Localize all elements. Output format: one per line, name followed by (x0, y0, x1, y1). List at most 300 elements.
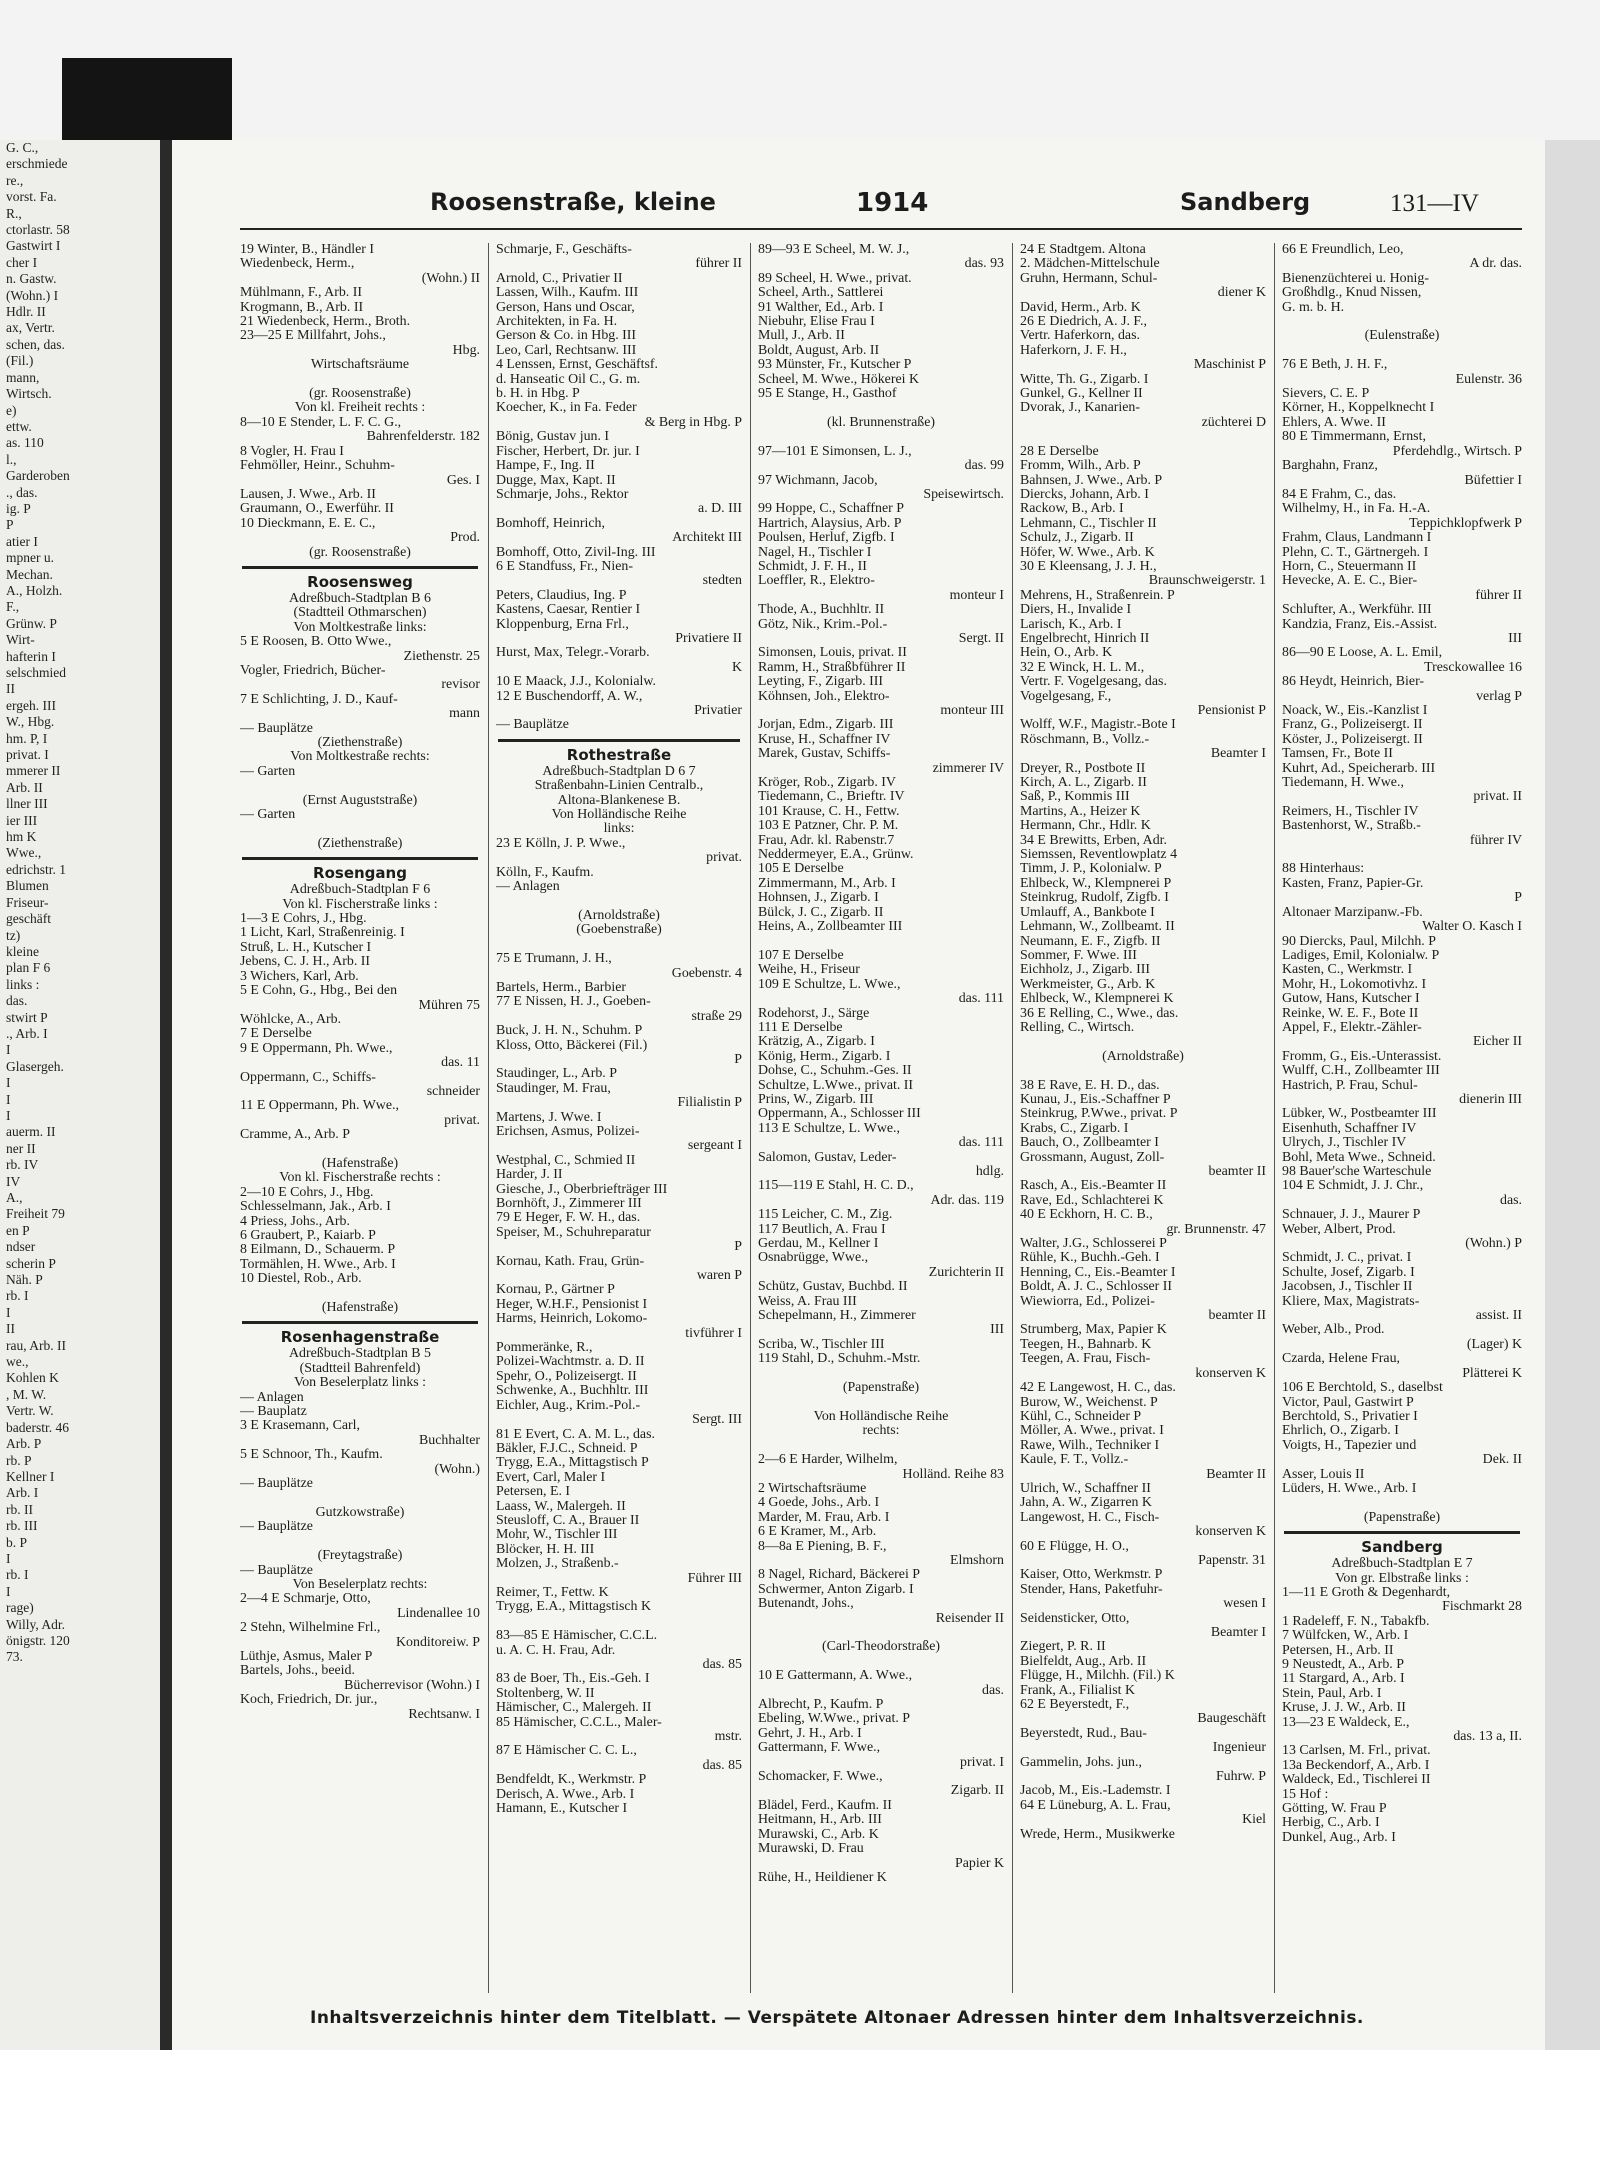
directory-entry-line: Neumann, E. F., Zigfb. II (1020, 934, 1161, 949)
directory-entry-line: Peters, Claudius, Ing. P (496, 588, 627, 603)
directory-entry-line: Bornhöft, J., Zimmerer III (496, 1197, 642, 1211)
directory-entry-line: 115 Leicher, C. M., Zig. (758, 1208, 893, 1223)
directory-entry-line: Larisch, K., Arb. I (1020, 617, 1122, 632)
directory-entry-line: Lassen, Wilh., Kaufm. III (496, 286, 639, 301)
directory-entry-line: Hampe, F., Ing. II (496, 459, 595, 474)
directory-entry-line: Stender, Hans, Paketfuhr- (1020, 1582, 1163, 1597)
directory-entry-line: Kloppenburg, Erna Frl., (496, 617, 629, 632)
directory-entry-line: 19 Winter, B., Händler I (240, 243, 375, 257)
directory-entry-line: (Hafenstraße) (321, 1301, 399, 1316)
directory-entry-line: Pferdehdlg., Wirtsch. P (1392, 444, 1522, 459)
directory-entry-line: 13a Beckendorf, A., Arb. I (1282, 1758, 1430, 1773)
directory-entry-line: Saß, P., Kommis III (1020, 790, 1130, 805)
directory-entry-line: Wöhlcke, A., Arb. (240, 1012, 342, 1027)
directory-entry-line: führer II (1475, 588, 1522, 603)
directory-entry-line: Vertr. Haferkorn, das. (1020, 329, 1140, 344)
directory-entry-line: Graumann, O., Ewerführ. II (240, 502, 394, 517)
directory-entry-line: Pensionist P (1197, 704, 1266, 718)
directory-entry-line: Henning, C., Eis.-Beamter I (1020, 1265, 1176, 1280)
directory-entry-line: Ulrych, J., Tischler IV (1282, 1136, 1407, 1151)
directory-entry-line: (Wohn.) P (1465, 1237, 1522, 1252)
street-separator-rule (242, 857, 478, 860)
book-gutter (160, 140, 172, 2050)
directory-entry-line: waren P (696, 1269, 742, 1284)
previous-page-line: Gastwirt I (6, 238, 61, 254)
directory-entry-line: 8 Nagel, Richard, Bäckerei P (758, 1568, 921, 1583)
directory-entry-line: 97 Wichmann, Jacob, (758, 473, 878, 488)
directory-entry-line: Neddermeyer, E.A., Grünw. (758, 848, 914, 863)
directory-entry-line: Adreßbuch-Stadtplan B 6 (289, 591, 431, 606)
directory-entry-line: Schnauer, J. J., Maurer P (1282, 1208, 1421, 1223)
directory-entry-line: Maschinist P (1193, 358, 1266, 373)
directory-entry-line: Bartels, Herm., Barbier (496, 980, 626, 995)
directory-entry-line: Privatiere II (675, 631, 742, 646)
directory-entry-line: Hamann, E., Kutscher I (496, 1802, 628, 1817)
directory-entry-line: Cramme, A., Arb. P (240, 1128, 350, 1143)
previous-page-line: schen, das. (6, 336, 65, 352)
previous-page-line: Arb. II (6, 779, 43, 795)
directory-entry-line: Bendfeldt, K., Werkmstr. P (496, 1773, 647, 1788)
directory-entry-line: — Bauplätze (240, 1563, 313, 1578)
directory-entry-line: Rawe, Wilh., Techniker I (1020, 1438, 1160, 1453)
directory-entry-line: Bäkler, F.J.C., Schneid. P (496, 1441, 638, 1456)
directory-entry-line: Architekt III (672, 531, 742, 546)
directory-entry-line: — Bauplatz (240, 1405, 307, 1420)
directory-entry-line: Victor, Paul, Gastwirt P (1282, 1395, 1414, 1410)
directory-entry-line: Adreßbuch-Stadtplan F 6 (289, 883, 431, 898)
directory-entry-line: 7 Wülfcken, W., Arb. I (1282, 1629, 1409, 1644)
directory-entry-line: Krogmann, B., Arb. II (240, 300, 364, 315)
directory-entry-line: Hein, O., Arb. K (1020, 646, 1113, 661)
previous-page-line: en P (6, 1222, 30, 1238)
directory-entry-line: 30 E Kleensang, J. J. H., (1020, 559, 1157, 574)
previous-page-line: scherin P (6, 1255, 56, 1271)
previous-page-line: I (6, 1107, 11, 1123)
directory-entry-line: 86 Heydt, Heinrich, Bier- (1282, 675, 1425, 690)
directory-entry-line: 60 E Flügge, H. O., (1020, 1539, 1129, 1554)
directory-entry-line: Ehlers, A. Wwe. II (1282, 415, 1386, 430)
previous-page-line: rb. I (6, 1567, 29, 1583)
directory-entry-line: 40 E Eckhorn, H. C. B., (1020, 1208, 1153, 1223)
directory-entry-line: Von Beselerplatz links : (293, 1376, 427, 1391)
previous-page-line: Garderoben (6, 468, 70, 484)
directory-entry-line: Buchhalter (419, 1433, 480, 1448)
directory-entry-line: monteur III (940, 704, 1004, 718)
directory-entry-line: 10 Dieckmann, E. E. C., (240, 516, 376, 531)
directory-entry-line: Lübker, W., Postbeamter III (1282, 1107, 1437, 1122)
directory-entry-line: Dunkel, Aug., Arb. I (1282, 1830, 1396, 1845)
column-divider (1012, 243, 1013, 1993)
directory-column-1 (240, 243, 480, 1993)
directory-entry-line: Horn, C., Steuermann II (1282, 559, 1417, 574)
previous-page-line: hafterin I (6, 648, 56, 664)
directory-entry-line: 7 E Derselbe (240, 1027, 312, 1042)
previous-page-line: kleine (6, 943, 39, 959)
directory-entry-line: Braunschweigerstr. 1 (1148, 574, 1266, 589)
directory-entry-line: Großhdlg., Knud Nissen, (1282, 286, 1422, 301)
previous-page-line: hm K (6, 829, 37, 845)
directory-entry-line: Weihe, H., Friseur (758, 963, 860, 978)
directory-entry-line: Krabs, C., Zigarb. I (1020, 1121, 1129, 1136)
directory-entry-line: 10 Diestel, Rob., Arb. (240, 1272, 362, 1287)
directory-entry-line: Lehmann, C., Tischler II (1020, 516, 1157, 531)
directory-entry-line: 84 E Frahm, C., das. (1282, 487, 1397, 502)
directory-entry-line: 98 Bauer'sche Warteschule (1282, 1165, 1432, 1179)
previous-page-line: hm. P, I (6, 730, 48, 746)
directory-entry-line: — Bauplätze (240, 721, 313, 736)
page-header (240, 188, 1522, 228)
directory-entry-line: Schwenke, A., Buchhltr. III (496, 1384, 649, 1399)
directory-entry-line: 7 E Schlichting, J. D., Kauf- (240, 692, 398, 707)
directory-entry-line: P (734, 1240, 742, 1255)
directory-entry-line: Mühlmann, F., Arb. II (240, 286, 362, 301)
directory-entry-line: Architekten, in Fa. H. (496, 315, 618, 330)
street-separator-rule (242, 1321, 478, 1324)
directory-entry-line: 13—23 E Waldeck, E., (1282, 1715, 1410, 1730)
directory-entry-line: Von kl. Fischerstraße rechts : (279, 1171, 441, 1186)
directory-entry-line: Tormählen, H. Wwe., Arb. I (240, 1257, 396, 1272)
directory-entry-line: Frank, A., Filialist K (1020, 1683, 1135, 1698)
directory-entry-line: Lindenallee 10 (397, 1606, 480, 1621)
directory-entry-line: Von Holländische Reihe (551, 808, 687, 823)
directory-entry-line: A dr. das. (1469, 257, 1522, 272)
directory-entry-line: Steusloff, C. A., Brauer II (496, 1513, 640, 1528)
previous-page-line: n. Gastw. (6, 271, 57, 287)
directory-entry-line: b. H. in Hbg. P (496, 387, 580, 402)
directory-entry-line: Hastrich, P. Frau, Schul- (1282, 1078, 1418, 1093)
directory-entry-line: Zigarb. II (950, 1784, 1004, 1799)
directory-entry-line: Relling, C., Wirtsch. (1020, 1020, 1135, 1035)
directory-entry-line: Haferkorn, J. F. H., (1020, 343, 1127, 358)
directory-entry-line: 11 E Oppermann, Ph. Wwe., (240, 1099, 399, 1114)
column-divider (750, 243, 751, 1993)
directory-entry-line: Rave, Ed., Schlachterei K (1020, 1193, 1164, 1208)
directory-entry-line: Schlesselmann, Jak., Arb. I (240, 1200, 391, 1215)
directory-entry-line (758, 1655, 1004, 1669)
directory-entry-line: Mühren 75 (418, 998, 480, 1013)
directory-entry-line: 103 E Patzner, Chr. P. M. (758, 819, 899, 834)
directory-entry-line: Kaule, F. T., Vollz.- (1020, 1453, 1129, 1468)
previous-page-line: ., Arb. I (6, 1025, 48, 1041)
directory-entry-line: 66 E Freundlich, Leo, (1282, 243, 1404, 257)
previous-page-line: tz) (6, 927, 21, 943)
directory-entry-line: Wilhelmy, H., in Fa. H.-A. (1282, 502, 1431, 517)
directory-entry-line: Zimmermann, M., Arb. I (758, 876, 896, 891)
previous-page-line: stwirt P (6, 1009, 48, 1025)
directory-entry-line: 117 Beutlich, A. Frau I (758, 1222, 886, 1237)
directory-entry-line: Boldt, A. J. C., Schlosser II (1020, 1280, 1173, 1295)
directory-entry-line: 87 E Hämischer C. C. L., (496, 1744, 637, 1759)
directory-entry-line: Harder, J. II (496, 1168, 563, 1183)
directory-column-2 (496, 243, 742, 1993)
directory-entry-line: Beyerstedt, Rud., Bau- (1020, 1726, 1147, 1741)
directory-entry-line: Teegen, H., Bahnarb. K (1020, 1337, 1152, 1352)
directory-entry-line: beamter II (1208, 1165, 1266, 1179)
directory-entry-line: 10 E Gattermann, A. Wwe., (758, 1669, 913, 1684)
directory-entry-line: 3 E Krasemann, Carl, (240, 1419, 360, 1434)
directory-entry-line: Tiedemann, C., Brieftr. IV (758, 790, 905, 805)
directory-entry-line: Harms, Heinrich, Lokomo- (496, 1312, 648, 1327)
directory-entry-line: Altonaer Marzipanw.-Fb. (1282, 905, 1423, 920)
directory-entry-line: (Arnoldstraße) (578, 908, 660, 923)
previous-page-line: , M. W. (6, 1386, 47, 1402)
column-divider (1274, 243, 1275, 1993)
directory-entry-line: Mohr, W., Tischler III (496, 1528, 618, 1543)
directory-entry-line: Appel, F., Elektr.-Zähler- (1282, 1020, 1422, 1035)
directory-entry-line: — Garten (240, 808, 296, 823)
directory-entry-line: Salomon, Gustav, Leder- (758, 1150, 897, 1165)
scan-dark-tab (62, 58, 232, 150)
directory-entry-line: das. 13 a, II. (1453, 1730, 1522, 1745)
directory-entry-line: Herbig, C., Arb. I (1282, 1816, 1380, 1831)
directory-entry-line: Führer III (687, 1571, 742, 1586)
previous-page-line: Grünw. P (6, 615, 57, 631)
directory-entry-line: Noack, W., Eis.-Kanzlist I (1282, 704, 1428, 718)
previous-page-line: ndser (6, 1239, 36, 1255)
directory-entry-line: 1 Licht, Karl, Straßenreinig. I (240, 926, 405, 941)
header-street-left: Roosenstraße, kleine (430, 188, 716, 216)
directory-entry-line: Simonsen, Louis, privat. II (758, 646, 907, 661)
directory-entry-line: 64 E Lüneburg, A. L. Frau, (1020, 1798, 1171, 1813)
directory-entry-line: Heins, A., Zollbeamter III (758, 920, 903, 935)
directory-entry-line: Seidensticker, Otto, (1020, 1611, 1130, 1626)
directory-entry-line: Holländ. Reihe 83 (902, 1467, 1004, 1482)
directory-entry-line: Baugeschäft (1197, 1712, 1266, 1727)
directory-entry-line: Diers, H., Invalide I (1020, 603, 1132, 618)
directory-entry-line: Vertr. F. Vogelgesang, das. (1020, 675, 1167, 690)
directory-entry-line: Sergt. III (692, 1413, 742, 1428)
directory-entry-line: Petersen, E. I (496, 1485, 571, 1500)
previous-page-line: Wirt- (6, 632, 35, 648)
directory-entry-line: Loeffler, R., Elektro- (758, 574, 875, 589)
directory-entry-line: 4 Lenssen, Ernst, Geschäftsf. (496, 358, 659, 373)
directory-entry-line: mann (449, 707, 480, 722)
directory-entry-line: Von Moltkestraße links: (293, 620, 427, 635)
directory-entry-line: Kruse, H., Schaffner IV (758, 732, 891, 747)
previous-page-line: rb. III (6, 1518, 38, 1534)
directory-entry-line: Jorjan, Edm., Zigarb. III (758, 718, 894, 733)
directory-entry-line: Stein, Paul, Arb. I (1282, 1686, 1382, 1701)
previous-page-line: cher I (6, 254, 38, 270)
directory-entry-line: Hohnsen, J., Zigarb. I (758, 891, 879, 906)
directory-entry-line: Schepelmann, H., Zimmerer (758, 1309, 916, 1324)
directory-entry-line: Dohse, C., Schuhm.-Ges. II (758, 1064, 912, 1079)
directory-entry-line (758, 401, 1004, 415)
directory-entry-line: 86—90 E Loose, A. L. Emil, (1282, 646, 1443, 661)
previous-page-line: vorst. Fa. (6, 189, 57, 205)
directory-entry-line: Eichholz, J., Zigarb. III (1020, 963, 1150, 978)
directory-entry-line: das. 85 (702, 1758, 742, 1773)
directory-entry-line: 9 E Oppermann, Ph. Wwe., (240, 1041, 393, 1056)
directory-entry-line: Gutow, Hans, Kutscher I (1282, 992, 1420, 1007)
directory-entry-line (240, 822, 480, 836)
previous-page-line: e) (6, 402, 17, 418)
previous-page-line: mmerer II (6, 763, 61, 779)
directory-entry-line: 109 E Schultze, L. Wwe., (758, 977, 901, 992)
directory-entry-line: Osnabrügge, Wwe., (758, 1251, 869, 1266)
directory-entry-line: Heger, W.H.F., Pensionist I (496, 1297, 648, 1312)
previous-page-line: Glasergeh. (6, 1058, 64, 1074)
directory-entry-line: Engelbrecht, Hinrich II (1020, 631, 1150, 646)
directory-entry-line: Kliere, Max, Magistrats- (1282, 1294, 1420, 1309)
directory-entry-line: Waldeck, Ed., Tischlerei II (1282, 1773, 1431, 1788)
directory-entry-line: Dreyer, R., Postbote II (1020, 761, 1146, 776)
previous-page-line: Vertr. W. (6, 1403, 54, 1419)
directory-entry-line: züchterei D (1201, 415, 1266, 430)
directory-entry-line: Schwermer, Anton Zigarb. I (758, 1582, 914, 1597)
directory-entry-line: 115—119 E Stahl, H. C. D., (758, 1179, 914, 1194)
directory-entry-line: Frau, Adr. kl. Rabenstr.7 (758, 833, 895, 848)
header-year: 1914 (856, 188, 929, 218)
directory-entry-line: 6 E Standfuss, Fr., Nien- (496, 559, 633, 574)
directory-entry-line: Lüthje, Asmus, Maler P (240, 1649, 373, 1664)
directory-entry-line: 6 E Kramer, M., Arb. (758, 1525, 877, 1540)
directory-entry-line: Poulsen, Herluf, Zigfb. I (758, 531, 895, 546)
directory-entry-line: Sergt. II (958, 631, 1004, 646)
directory-entry-line: Leo, Carl, Rechtsanw. III (496, 343, 637, 358)
directory-entry-line: Murawski, D. Frau (758, 1842, 864, 1857)
previous-page-line: auerm. II (6, 1124, 56, 1140)
header-page-number: 131—IV (1390, 190, 1479, 217)
directory-entry-line: Köhnsen, Joh., Elektro- (758, 689, 890, 704)
directory-entry-line: Von Holländische Reihe (813, 1409, 949, 1424)
directory-entry-line: Teegen, A. Frau, Fisch- (1020, 1352, 1151, 1367)
street-separator-rule (498, 739, 740, 742)
directory-entry-line: 2—6 E Harder, Wilhelm, (758, 1453, 898, 1468)
directory-entry-line: 79 E Heger, F. W. H., das. (496, 1211, 641, 1226)
street-heading: Rothestraße (566, 745, 672, 764)
directory-entry-line: diener K (1217, 286, 1266, 301)
directory-entry-line: Beamter I (1210, 747, 1266, 762)
directory-entry-line: Martins, A., Heizer K (1020, 804, 1141, 819)
directory-entry-line: Ziegert, P. R. II (1020, 1640, 1106, 1655)
directory-entry-line: Schomacker, F. Wwe., (758, 1770, 883, 1785)
directory-entry-line: 101 Krause, C. H., Fettw. (758, 804, 900, 819)
directory-entry-line: gr. Brunnenstr. 47 (1166, 1222, 1266, 1237)
directory-entry-line: Von Beselerplatz rechts: (292, 1577, 428, 1592)
header-street-right: Sandberg (1180, 188, 1311, 216)
directory-entry-line: Westphal, C., Schmied II (496, 1153, 636, 1168)
previous-page-line: baderstr. 46 (6, 1419, 69, 1435)
directory-entry-line: Bahrenfelderstr. 182 (366, 430, 480, 445)
previous-page-line: Arb. P (6, 1436, 42, 1452)
directory-entry-line: 23 E Kölln, J. P. Wwe., (496, 836, 626, 851)
previous-page-line: re., (6, 172, 24, 188)
directory-entry-line: Ehlbeck, W., Klempnerei K (1020, 992, 1174, 1007)
directory-entry-line: (gr. Roosenstraße) (309, 545, 411, 560)
directory-entry-line: Scheel, Arth., Sattlerei (758, 286, 884, 301)
directory-entry-line: 42 E Langewost, H. C., das. (1020, 1381, 1176, 1396)
directory-entry-line: Kastens, Caesar, Rentier I (496, 603, 641, 618)
directory-entry-line: 2 Stehn, Wilhelmine Frl., (240, 1621, 381, 1636)
directory-entry-line: Speisewirtsch. (923, 487, 1004, 502)
directory-entry-line: das. (982, 1683, 1004, 1698)
directory-entry-line: das. 93 (964, 257, 1004, 272)
directory-entry-line: 3 Wichers, Karl, Arb. (240, 969, 359, 984)
directory-entry-line (1020, 1035, 1266, 1049)
directory-entry-line (240, 373, 480, 387)
directory-entry-line: Buck, J. H. N., Schuhm. P (496, 1024, 643, 1039)
directory-entry-line: Wiedenbeck, Herm., (240, 257, 355, 272)
directory-entry-line: — Anlagen (240, 1390, 304, 1405)
directory-entry-line: 9 Neustedt, A., Arb. P (1282, 1658, 1404, 1672)
directory-entry-line: Tamsen, Fr., Bote II (1282, 747, 1393, 762)
directory-entry-line: (gr. Roosenstraße) (309, 387, 411, 402)
directory-entry-line: 83 de Boer, Th., Eis.-Geh. I (496, 1672, 650, 1687)
previous-page-line: I (6, 1042, 11, 1058)
directory-entry-line: rechts: (862, 1424, 900, 1439)
directory-entry-line: Eichler, Aug., Krim.-Pol.- (496, 1398, 641, 1413)
directory-entry-line: Walter, J.G., Schlosserei P (1020, 1237, 1167, 1252)
previous-page-line: we., (6, 1354, 29, 1370)
previous-page-line: rb. IV (6, 1157, 39, 1173)
directory-entry-line: Privatier (694, 704, 742, 718)
directory-entry-line: Rodehorst, J., Särge (758, 1006, 870, 1021)
directory-entry-line: verlag P (1476, 689, 1522, 704)
directory-entry-line: privat. (444, 1113, 480, 1128)
directory-entry-line: das. 111 (958, 992, 1004, 1007)
directory-entry-line: Gerson, Hans und Oscar, (496, 300, 635, 315)
directory-entry-line: Jebens, C. J. H., Arb. II (240, 955, 371, 970)
directory-entry-line: Polizei-Wachtmstr. a. D. II (496, 1355, 645, 1370)
directory-entry-line: Ramm, H., Straßbführer II (758, 660, 906, 675)
directory-entry-line: Rühe, H., Heildiener K (758, 1870, 887, 1885)
directory-entry-line: Steinkrug, Rudolf, Zigfb. I (1020, 891, 1169, 906)
previous-page-line: W., Hbg. (6, 714, 55, 730)
directory-entry-line: Giesche, J., Oberbriefträger III (496, 1182, 668, 1197)
directory-entry-line: 89 Scheel, H. Wwe., privat. (758, 271, 912, 286)
previous-page-line: ettw. (6, 418, 32, 434)
directory-entry-line: Plehn, C. T., Gärtnergeh. I (1282, 545, 1429, 560)
directory-entry-line: Kloss, Otto, Bäckerei (Fil.) (496, 1038, 648, 1053)
directory-entry-line: Erichsen, Asmus, Polizei- (496, 1124, 640, 1139)
directory-entry-line: Mehrens, H., Straßenrein. P (1020, 588, 1175, 603)
column-divider (488, 243, 489, 1993)
directory-entry-line: Kölln, F., Kaufm. (496, 865, 594, 880)
directory-entry-line: Kasten, Franz, Papier-Gr. (1282, 876, 1424, 891)
directory-entry-line: 76 E Beth, J. H. F., (1282, 358, 1388, 373)
directory-entry-line: Koecher, K., in Fa. Feder (496, 401, 637, 416)
directory-entry-line: Adreßbuch-Stadtplan E 7 (1331, 1557, 1473, 1572)
directory-entry-line: 2—10 E Cohrs, J., Hbg. (240, 1185, 374, 1200)
directory-entry-line: 91 Walther, Ed., Arb. I (758, 300, 884, 315)
directory-entry-line: G. m. b. H. (1282, 300, 1345, 315)
directory-entry-line: III (1508, 631, 1522, 646)
previous-page-line: A., (6, 1190, 23, 1205)
directory-entry-line: schneider (426, 1084, 480, 1099)
previous-page-line: plan F 6 (6, 960, 51, 976)
previous-page-line: (Wohn.) I (6, 287, 59, 303)
directory-entry-line: a. D. III (698, 502, 742, 517)
directory-entry-line: (Stadtteil Bahrenfeld) (299, 1361, 421, 1376)
directory-entry-line: Weiss, A. Frau III (758, 1294, 857, 1309)
directory-column-5 (1282, 243, 1522, 1993)
directory-entry-line: Jacob, M., Eis.-Lademstr. I (1020, 1784, 1171, 1799)
directory-entry-line: Von kl. Freiheit rechts : (294, 401, 426, 416)
directory-entry-line: Kunau, J., Eis.-Schaffner P (1020, 1092, 1171, 1107)
directory-entry-line: Berchtold, S., Privatier I (1282, 1409, 1418, 1424)
directory-entry-line: Fischer, Herbert, Dr. jur. I (496, 444, 640, 459)
directory-entry-line: beamter II (1208, 1309, 1266, 1324)
directory-entry-line: Scheel, M. Wwe., Hökerei K (758, 372, 919, 387)
previous-page-line: I (6, 1583, 11, 1599)
directory-entry-line: 1 Radeleff, F. N., Tabakfb. (1282, 1614, 1430, 1629)
directory-entry-line: Bienenzüchterei u. Honig- (1282, 271, 1429, 286)
directory-entry-line: (Papenstraße) (842, 1381, 920, 1396)
directory-entry-line: Kandzia, Franz, Eis.-Assist. (1282, 617, 1438, 632)
directory-entry-line: Niebuhr, Elise Frau I (758, 315, 875, 330)
directory-entry-line (1020, 1064, 1266, 1078)
